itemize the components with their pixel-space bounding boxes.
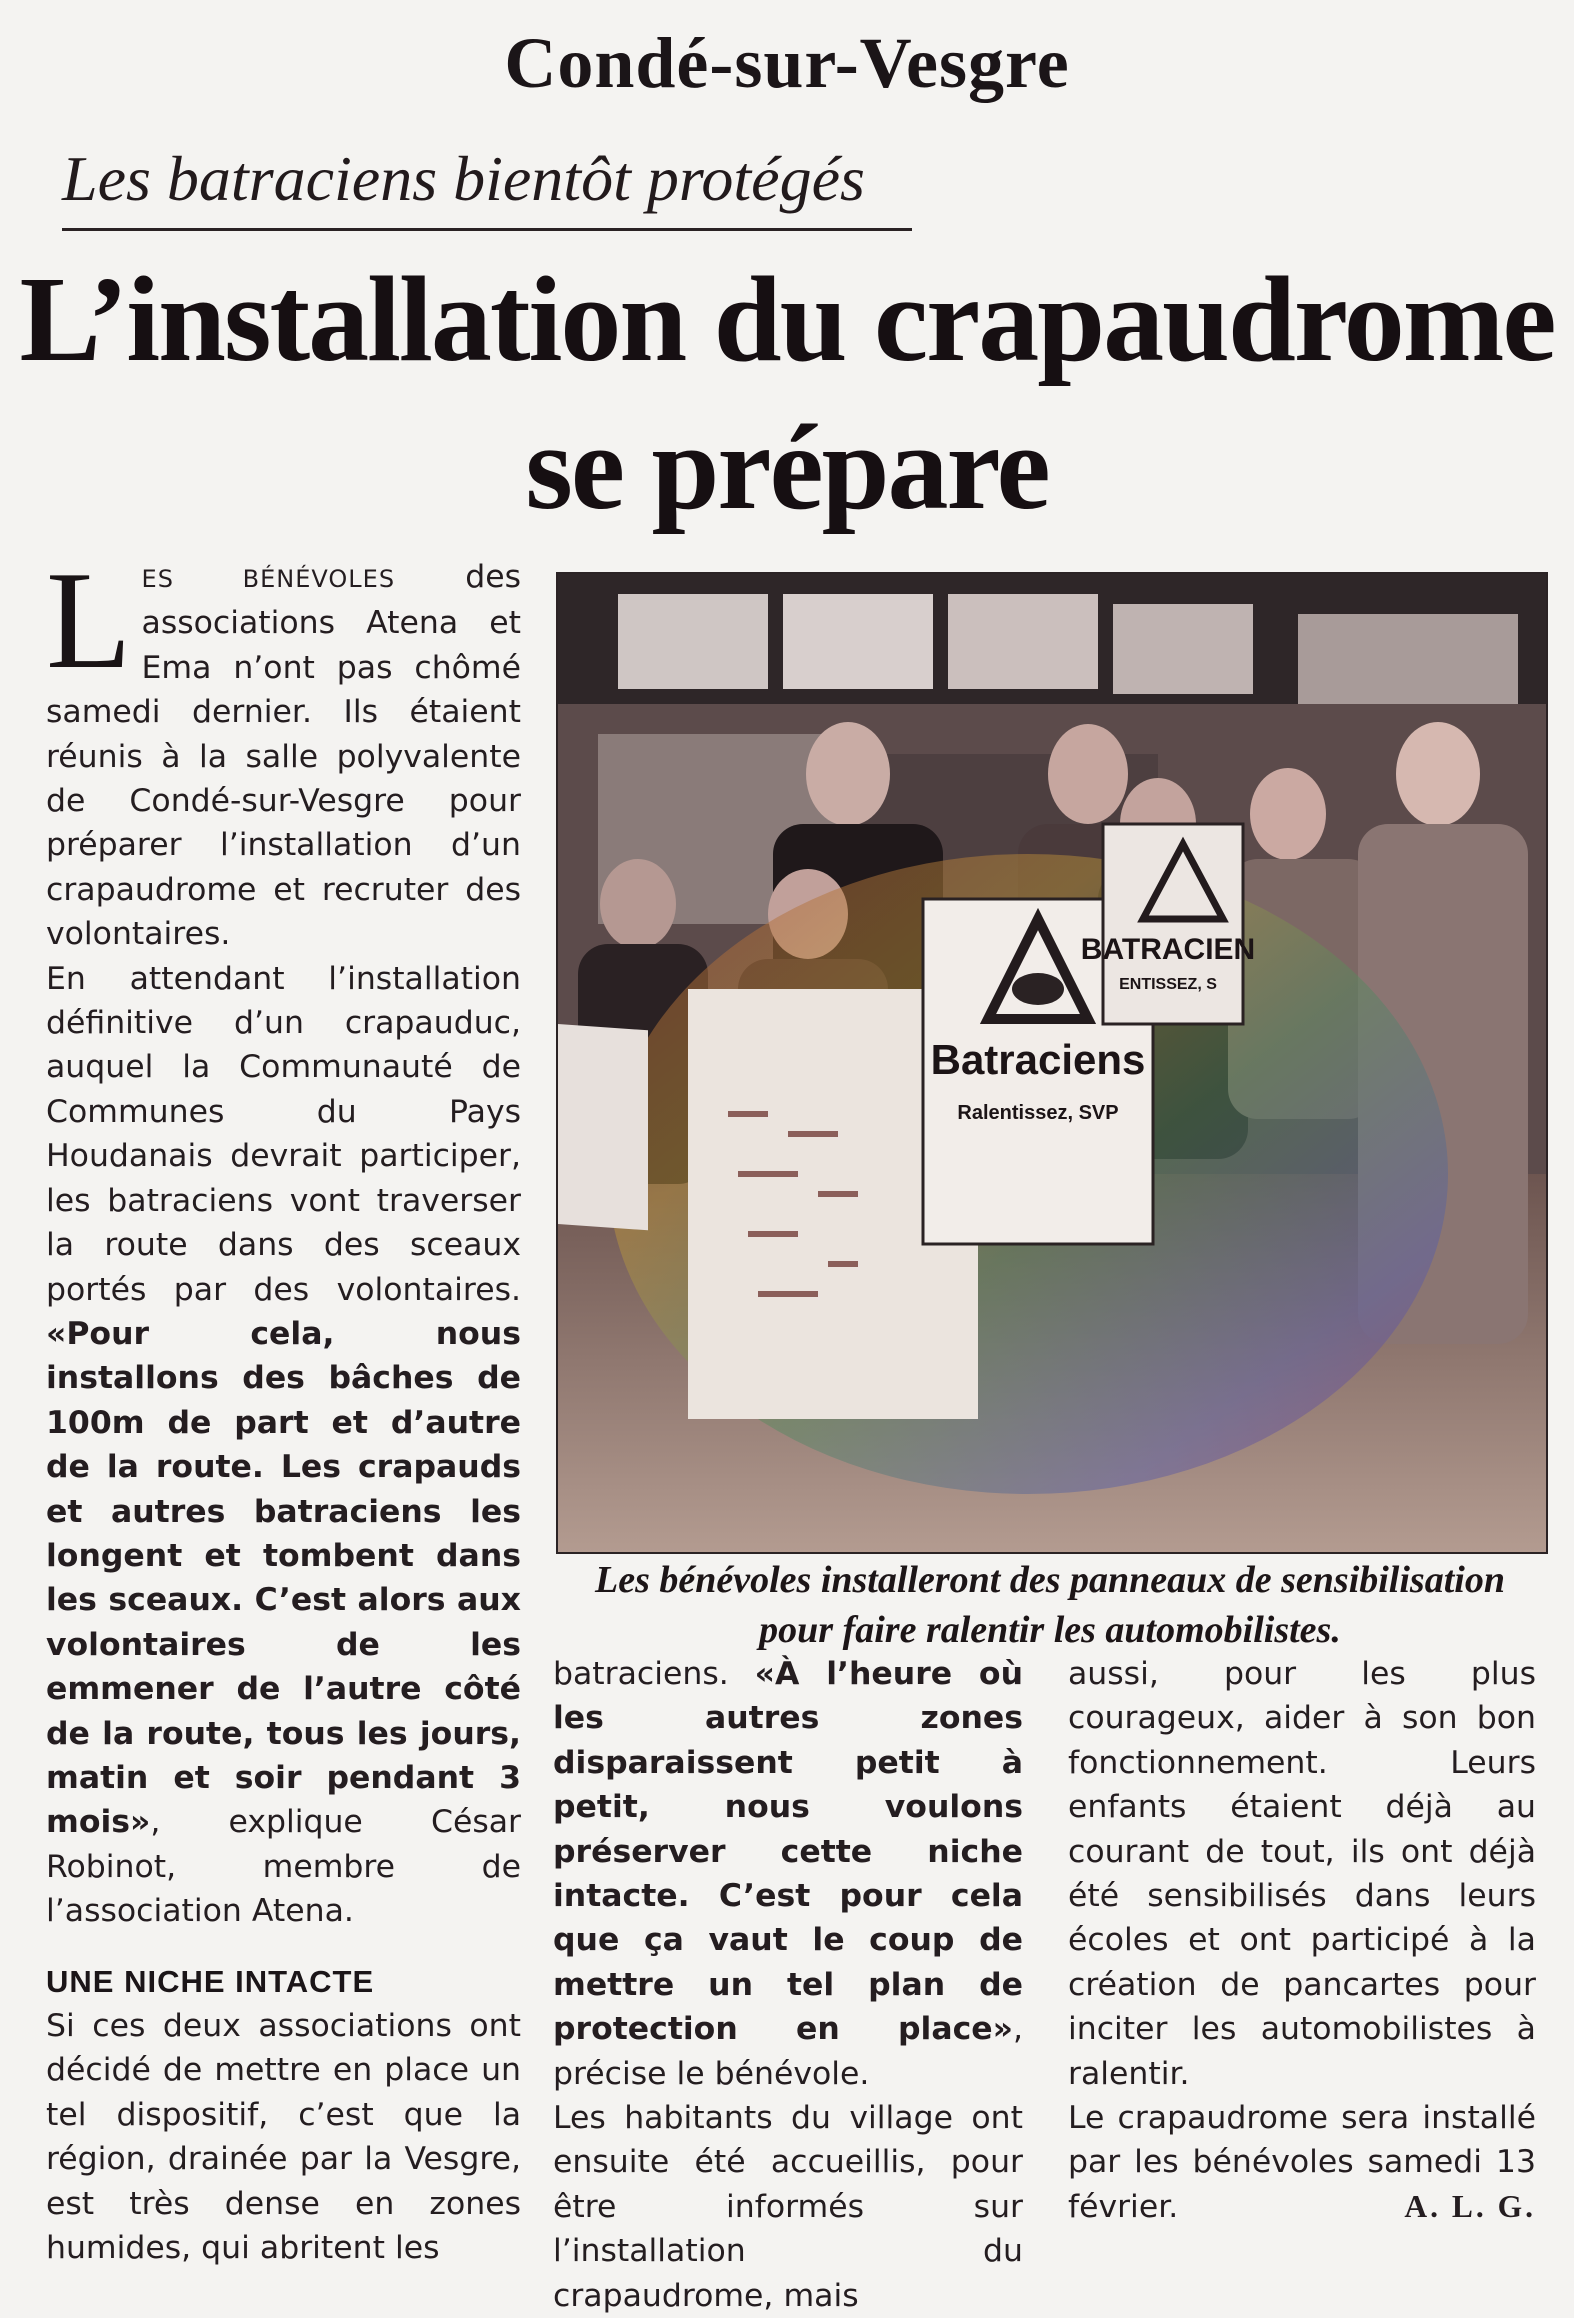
locality-heading: Condé-sur-Vesgre: [504, 23, 1070, 103]
paragraph-4-end: , précise le bénévole.: [553, 2011, 1023, 2092]
sign-main-subtitle: Ralentissez, SVP: [957, 1102, 1119, 1124]
drop-cap: L: [46, 543, 132, 698]
subheading: UNE NICHE INTACTE: [46, 1963, 375, 1999]
paragraph-6: aussi, pour les plus courageux, aider à son bon fonctionnement. Leurs enfants étaient déjà au courant de tout, ils ont déjà été sensibilisés dans leurs écoles et ont participé à la création de pancartes pour inciter les automobilistes à ralentir.: [1068, 1656, 1536, 2092]
paragraph-5: Les habitants du village ont ensuite été accueillis, pour être informés sur l’installation du crapaudrome, mais: [553, 2100, 1023, 2314]
headline: [0, 246, 1574, 542]
paragraph-1: [46, 543, 521, 957]
paragraph-4: [553, 1652, 1023, 2096]
sign-right-title: BATRACIEN: [1080, 933, 1256, 966]
text-column-1: [46, 543, 521, 2270]
paragraph-7-text: Le crapaudrome sera installé par les bénévoles samedi 13 février.: [1068, 2100, 1536, 2225]
paragraph-2-start: En attendant l’installation définitive d’un crapauduc, auquel la Communauté de Communes du Pays Houdanais devrait participer, les batraciens vont traverser la route dans des sceaux portés par des volontaires.: [46, 960, 521, 1308]
photo-caption: Les bénévoles installeront des panneaux de sensibilisation pour faire ralentir les automobilistes.: [595, 1559, 1505, 1651]
text-column-2: [553, 1652, 1023, 2318]
paragraph-4-start: batraciens.: [553, 1656, 755, 1692]
paragraph-1-text: des associations Atena et Ema n’ont pas chômé samedi dernier. Ils étaient réunis à la salle polyvalente de Condé-sur-Vesgre pour préparer l’installation d’un crapaudrome et recruter des volontaires.: [46, 559, 521, 953]
paragraph-3: Si ces deux associations ont décidé de mettre en place un tel dispositif, c’est que la région, drainée par la Vesgre, est très dense en zones humides, qui abritent les: [46, 2008, 521, 2267]
headline-line-2: se prépare: [525, 400, 1049, 535]
paragraph-2-end: , explique César Robinot, membre de l’association Atena.: [46, 1804, 521, 1930]
author-signature: A. L. G.: [1404, 2188, 1536, 2224]
lead-smallcaps: ES BÉNÉVOLES: [141, 565, 396, 593]
kicker: Les batraciens bientôt protégés: [62, 143, 865, 214]
headline-line-1: L’installation du crapaudrome: [19, 252, 1555, 387]
text-column-3: [1068, 1652, 1536, 2229]
sign-main-title: Batraciens: [930, 1036, 1146, 1083]
photo-volunteers: [556, 572, 1548, 1554]
photo-illustration: [558, 574, 1546, 1552]
paragraph-7: [1068, 2096, 1536, 2229]
sign-right-subtitle: ENTISSEZ, S: [1119, 976, 1217, 993]
kicker-rule: [62, 228, 912, 231]
paragraph-2: [46, 957, 521, 1934]
quote-1: «Pour cela, nous installons des bâches de 100m de part et d’autre de la route. Les crapauds et autres batraciens les longent et tombent dans les sceaux. C’est alors aux volontaires de les emmener de l’autre côté de la route, tous les jours, matin et soir pendant 3 mois»: [46, 1315, 521, 1841]
quote-2: «À l’heure où les autres zones disparaissent petit à petit, nous voulons préserver cette niche intacte. C’est pour cela que ça vaut le coup de mettre un tel plan de protection en place»: [553, 1656, 1023, 2048]
